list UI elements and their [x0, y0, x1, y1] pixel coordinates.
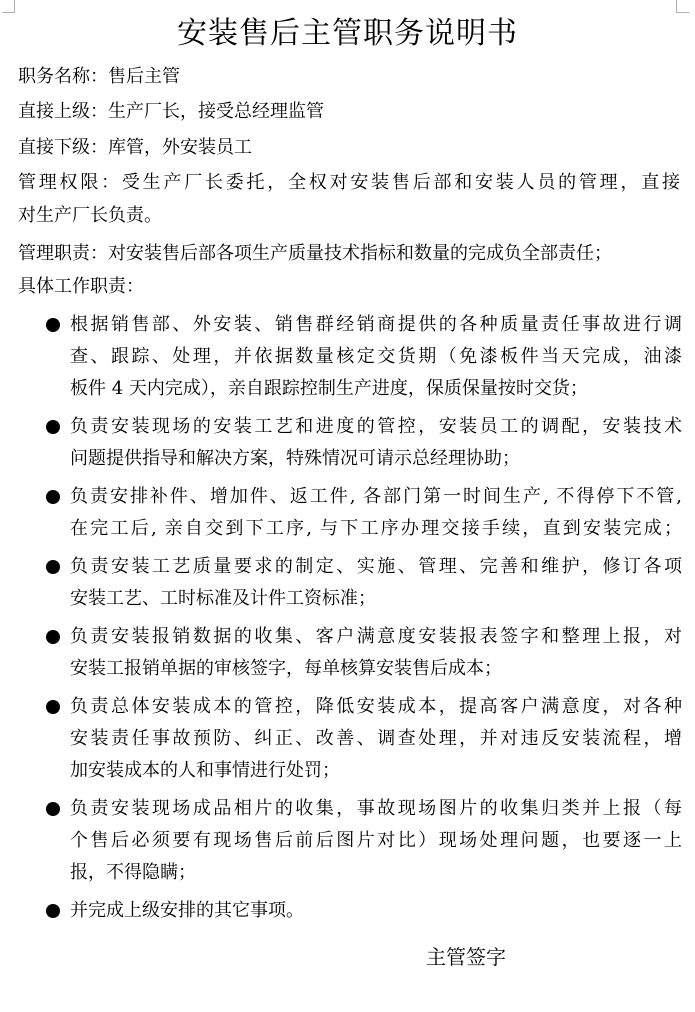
list-item-line: 个售后必须要有现场售后前后图片对比）现场处理问题，也要逐一上: [70, 830, 682, 851]
list-item-line: 报，不得隐瞒；: [70, 862, 196, 883]
filled-circle-bullet-icon: [46, 560, 60, 574]
list-item: [42, 621, 682, 685]
list-item-line: 负责安排补件、增加件、返工件, 各部门第一时间生产, 不得停下不管,: [70, 486, 682, 507]
authority-line-2: 对生产厂长负责。: [18, 205, 162, 226]
filled-circle-bullet-icon: [46, 420, 60, 434]
list-item: [42, 793, 682, 889]
list-item-line: 并完成上级安排的其它事项。: [70, 900, 304, 921]
list-item-line: 负责安装现场成品相片的收集，事故现场图片的收集归类并上报（每: [70, 798, 682, 819]
list-item: [42, 309, 682, 405]
list-item-line: 加安装成本的人和事情进行处罚；: [70, 760, 340, 781]
list-item-line: 在完工后, 亲自交到下工序, 与下工序办理交接手续，直到安装完成；: [70, 518, 682, 539]
duty-line-1: 管理职责：对安装售后部各项生产质量技术指标和数量的完成负全部责任；: [18, 243, 612, 264]
authority-paragraph: [18, 166, 680, 232]
list-item-line: 负责总体安装成本的管控，降低安装成本，提高客户满意度，对各种: [70, 696, 682, 717]
list-item-line: 安装工报销单据的审核签字，每单核算安装售后成本；: [70, 658, 502, 679]
list-item-line: 根据销售部、外安装、销售群经销商提供的各种质量责任事故进行调: [70, 314, 682, 335]
list-item: [42, 481, 682, 545]
filled-circle-bullet-icon: [46, 490, 60, 504]
supervisor-signature-label: 主管签字: [426, 945, 506, 969]
filled-circle-bullet-icon: [46, 630, 60, 644]
list-item: [42, 691, 682, 787]
filled-circle-bullet-icon: [46, 904, 60, 918]
list-item-line: 负责安装工艺质量要求的制定、实施、管理、完善和维护，修订各项: [70, 556, 682, 577]
list-item-line: 问题提供指导和解决方案，特殊情况可请示总经理协助；: [70, 448, 520, 469]
direct-subordinate-line: 直接下级：库管，外安装员工: [18, 137, 252, 158]
list-item: [42, 411, 682, 475]
position-name-line: 职务名称：售后主管: [18, 66, 180, 87]
list-item-line: 负责安装现场的安装工艺和进度的管控，安装员工的调配，安装技术: [70, 416, 682, 437]
work-duties-list: [42, 309, 682, 933]
list-item-line: 查、跟踪、处理，并依据数量核定交货期（免漆板件当天完成，油漆: [70, 346, 682, 367]
list-item: [42, 551, 682, 615]
filled-circle-bullet-icon: [46, 700, 60, 714]
filled-circle-bullet-icon: [46, 802, 60, 816]
list-item-line: 负责安装报销数据的收集、客户满意度安装报表签字和整理上报，对: [70, 626, 682, 647]
filled-circle-bullet-icon: [46, 318, 60, 332]
list-item-line: 安装工艺、工时标准及计件工资标准；: [70, 588, 376, 609]
list-item-line: 板件 4 天内完成），亲自跟踪控制生产进度，保质保量按时交货；: [70, 378, 588, 399]
duty-line-2: 具体工作职责：: [18, 276, 144, 297]
list-item: [42, 895, 682, 927]
list-item-line: 安装责任事故预防、纠正、改善、调查处理，并对违反安装流程，增: [70, 728, 682, 749]
direct-superior-line: 直接上级：生产厂长，接受总经理监管: [18, 101, 324, 122]
document-title: 安装售后主管职务说明书: [177, 16, 518, 51]
duty-paragraph: [18, 237, 680, 303]
authority-line-1: 管理权限：受生产厂长委托，全权对安装售后部和安装人员的管理，直接: [18, 172, 680, 193]
